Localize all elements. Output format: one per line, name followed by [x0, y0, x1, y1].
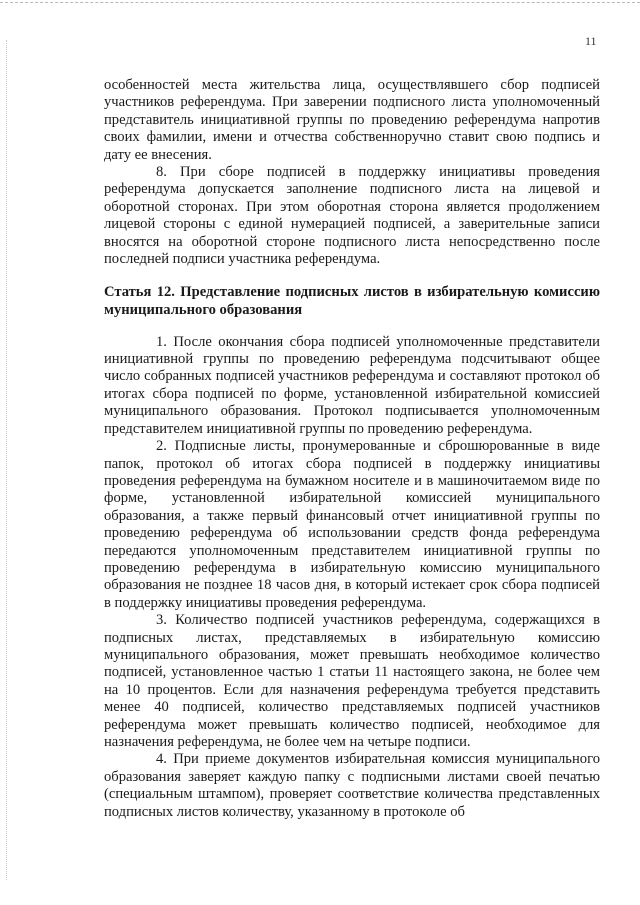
paragraph-2: 2. Подписные листы, пронумерованные и сброшюрованные в виде папок, протокол об итогах сбора подписей в поддержку инициативы проведения референдума на бумажном носителе и в машиночитаемом виде по форме, установленной избирательной комиссией муниципального образования, а также первый финансовый отчет инициативной группы по проведению референдума об использовании средств фонда референдума передаются уполномоченным представителем инициативной группы по проведению референдума в избирательную комиссию муниципального образования не позднее 18 часов дня, в который истекает срок сбора подписей в поддержку инициативы проведения референдума.: [104, 438, 600, 611]
document-body: [104, 77, 600, 821]
spacer: [104, 320, 600, 334]
paragraph-4: 4. При приеме документов избирательная комиссия муниципального образования заверяет каждую папку с подписными листами своей печатью (специальным штампом), проверяет соответствие количества представленных подписных листов количеству, указанному в протоколе об: [104, 751, 600, 820]
paragraph-continuation: особенностей места жительства лица, осуществлявшего сбор подписей участников референдума. При заверении подписного листа уполномоченный представитель инициативной группы по проведению референдума напротив своих фамилии, имени и отчества собственноручно ставит свою подпись и дату ее внесения.: [104, 77, 600, 163]
article-heading: Статья 12. Представление подписных листов в избирательную комиссию муниципального образования: [104, 284, 600, 319]
paragraph-1: 1. После окончания сбора подписей уполномоченные представители инициативной группы по проведению референдума подсчитывают общее число собранных подписей участников референдума и составляют протокол об итогах сбора подписей по форме, установленной избирательной комиссией муниципального образования. Протокол подписывается уполномоченным представителем инициативной группы по проведению референдума.: [104, 333, 600, 437]
scan-left-edge: [6, 40, 7, 880]
paragraph-8: 8. При сборе подписей в поддержку инициативы проведения референдума допускается заполнение подписного листа на лицевой и оборотной сторонах. При этом оборотная сторона является продолжением лицевой стороны с единой нумерацией подписей, а заверительные записи вносятся на оборотной стороне подписного листа непосредственно после последней подписи участника референдума.: [104, 164, 600, 268]
page-number: 11: [585, 34, 597, 48]
scan-top-border: [0, 2, 640, 3]
paragraph-3: 3. Количество подписей участников референдума, содержащихся в подписных листах, представляемых в избирательную комиссию муниципального образования, может превышать необходимое количество подписей, установленное частью 1 статьи 11 настоящего закона, не более чем на 10 процентов. Если для назначения референдума требуется представить менее 40 подписей, количество представляемых подписей участников референдума может превышать количество подписей, необходимое для назначения референдума, не более чем на четыре подписи.: [104, 612, 600, 750]
spacer: [104, 268, 600, 284]
